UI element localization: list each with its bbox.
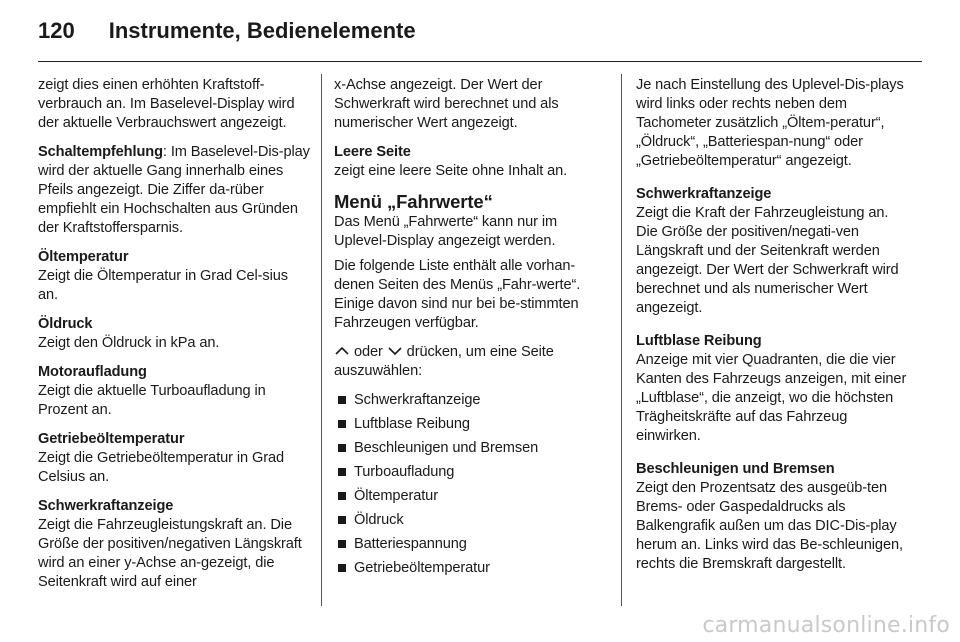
chevron-down-icon — [387, 345, 403, 357]
header-rule — [38, 61, 922, 62]
section-g-force — [636, 185, 908, 318]
list-item: Beschleunigen und Bremsen — [334, 439, 606, 458]
bullet-square-icon — [338, 396, 346, 404]
menu-text: Das Menü „Fahrwerte“ kann nur im Uplevel-Display angezeigt werden. — [334, 214, 558, 249]
section-text: Zeigt die Öltemperatur in Grad Cel-sius an. — [38, 268, 288, 303]
section-text: Zeigt die Fahrzeugleistungskraft an. Die Größe der positiven/negativen Längskraft wird an einer y-Achse an-gezeigt, die Seitenkraft wird auf einer — [38, 517, 302, 590]
section-driving-values-menu — [334, 191, 606, 251]
continued-paragraph: x-Achse angezeigt. Der Wert der Schwerkraft wird berechnet und als numerischer Wert angezeigt. — [334, 77, 559, 131]
section-text: Zeigt die Kraft der Fahrzeugleistung an. Die Größe der positiven/negati-ven Längskraft und der Seitenkraft werden angezeigt. Der Wert der Schwerkraft wird berechnet und als numerischer Wert angezeigt. — [636, 205, 899, 316]
section-oil-temperature — [38, 248, 310, 305]
shift-recommendation-text: : Im Baselevel-Dis-play wird der aktuelle Gang innerhalb eines Pfeils angezeigt. Die Ziffer da-rüber empfiehlt ein Hochschalten aus Gründen der Kraftstoffersparnis. — [38, 144, 310, 236]
section-text: Zeigt den Öldruck in kPa an. — [38, 335, 220, 351]
section-title: Luftblase Reibung — [636, 333, 762, 349]
page-header — [38, 18, 416, 50]
section-transmission-temperature — [38, 430, 310, 487]
shift-recommendation-label: Schaltempfehlung — [38, 144, 163, 160]
section-blank-page — [334, 143, 606, 181]
select-rest: drücken, um eine Seite auszuwählen: — [334, 344, 554, 379]
list-item: Luftblase Reibung — [334, 415, 606, 434]
section-text: Zeigt die Getriebeöltemperatur in Grad Celsius an. — [38, 450, 285, 485]
page-list — [334, 391, 606, 578]
list-item: Batteriespannung — [334, 535, 606, 554]
intro-paragraph: zeigt dies einen erhöhten Kraftstoff-verbrauch an. Im Baselevel-Display wird der aktuelle Verbrauchswert angezeigt. — [38, 77, 295, 131]
page-title: Instrumente, Bedienelemente — [108, 18, 416, 43]
select-oder: oder — [350, 344, 387, 360]
section-title: Beschleunigen und Bremsen — [636, 461, 835, 477]
section-boost — [38, 363, 310, 420]
section-title: Schwerkraftanzeige — [636, 186, 772, 202]
chevron-up-icon — [334, 345, 350, 357]
section-bubble-friction — [636, 332, 908, 446]
section-title: Getriebeöltemperatur — [38, 431, 185, 447]
column-divider-2 — [621, 74, 622, 606]
section-text: Anzeige mit vier Quadranten, die die vier Kanten des Fahrzeugs anzeigen, mit einer „Luftblase“, die anzeigt, wo die höchsten Trägheitskräfte auf das Fahrzeug einwirken. — [636, 352, 907, 444]
bullet-square-icon — [338, 444, 346, 452]
section-accel-brake — [636, 460, 908, 574]
menu-heading: Menü „Fahrwerte“ — [334, 191, 493, 212]
bullet-square-icon — [338, 468, 346, 476]
section-title: Schwerkraftanzeige — [38, 498, 174, 514]
list-item: Getriebeöltemperatur — [334, 559, 606, 578]
list-intro-paragraph: Die folgende Liste enthält alle vorhan-denen Seiten des Menüs „Fahr-werte“. Einige davon sind nur bei be-stimmten Fahrzeugen verfügbar. — [334, 258, 581, 331]
section-title: Motoraufladung — [38, 364, 147, 380]
section-title: Öltemperatur — [38, 249, 129, 265]
intro-paragraph: Je nach Einstellung des Uplevel-Dis-plays wird links oder rechts neben dem Tachometer zusätzlich „Öltem-peratur“, „Öldruck“, „Batteriespan-nung“ oder „Getriebeöltemperatur“ angezeigt. — [636, 77, 904, 169]
column-divider-1 — [321, 74, 322, 606]
column-3 — [636, 76, 908, 584]
section-g-force — [38, 497, 310, 592]
select-instruction — [334, 343, 606, 381]
list-item: Öltemperatur — [334, 487, 606, 506]
list-item: Schwerkraftanzeige — [334, 391, 606, 410]
bullet-square-icon — [338, 492, 346, 500]
list-item: Turboaufladung — [334, 463, 606, 482]
bullet-square-icon — [338, 540, 346, 548]
section-text: Zeigt den Prozentsatz des ausgeüb-ten Brems- oder Gaspedaldrucks als Balkengrafik außen um das DIC-Dis-play herum an. Links wird das Be-schleunigen, rechts die Bremskraft dargestellt. — [636, 480, 903, 572]
column-1 — [38, 76, 310, 602]
section-title: Leere Seite — [334, 144, 411, 160]
shift-recommendation-paragraph — [38, 143, 310, 238]
column-2 — [334, 76, 606, 583]
bullet-square-icon — [338, 564, 346, 572]
bullet-square-icon — [338, 420, 346, 428]
section-text: Zeigt die aktuelle Turboaufladung in Prozent an. — [38, 383, 266, 418]
page-number: 120 — [38, 18, 75, 43]
section-oil-pressure — [38, 315, 310, 353]
list-item: Öldruck — [334, 511, 606, 530]
section-text: zeigt eine leere Seite ohne Inhalt an. — [334, 163, 568, 179]
bullet-square-icon — [338, 516, 346, 524]
section-title: Öldruck — [38, 316, 93, 332]
watermark: carmanualsonline.info — [702, 613, 950, 638]
